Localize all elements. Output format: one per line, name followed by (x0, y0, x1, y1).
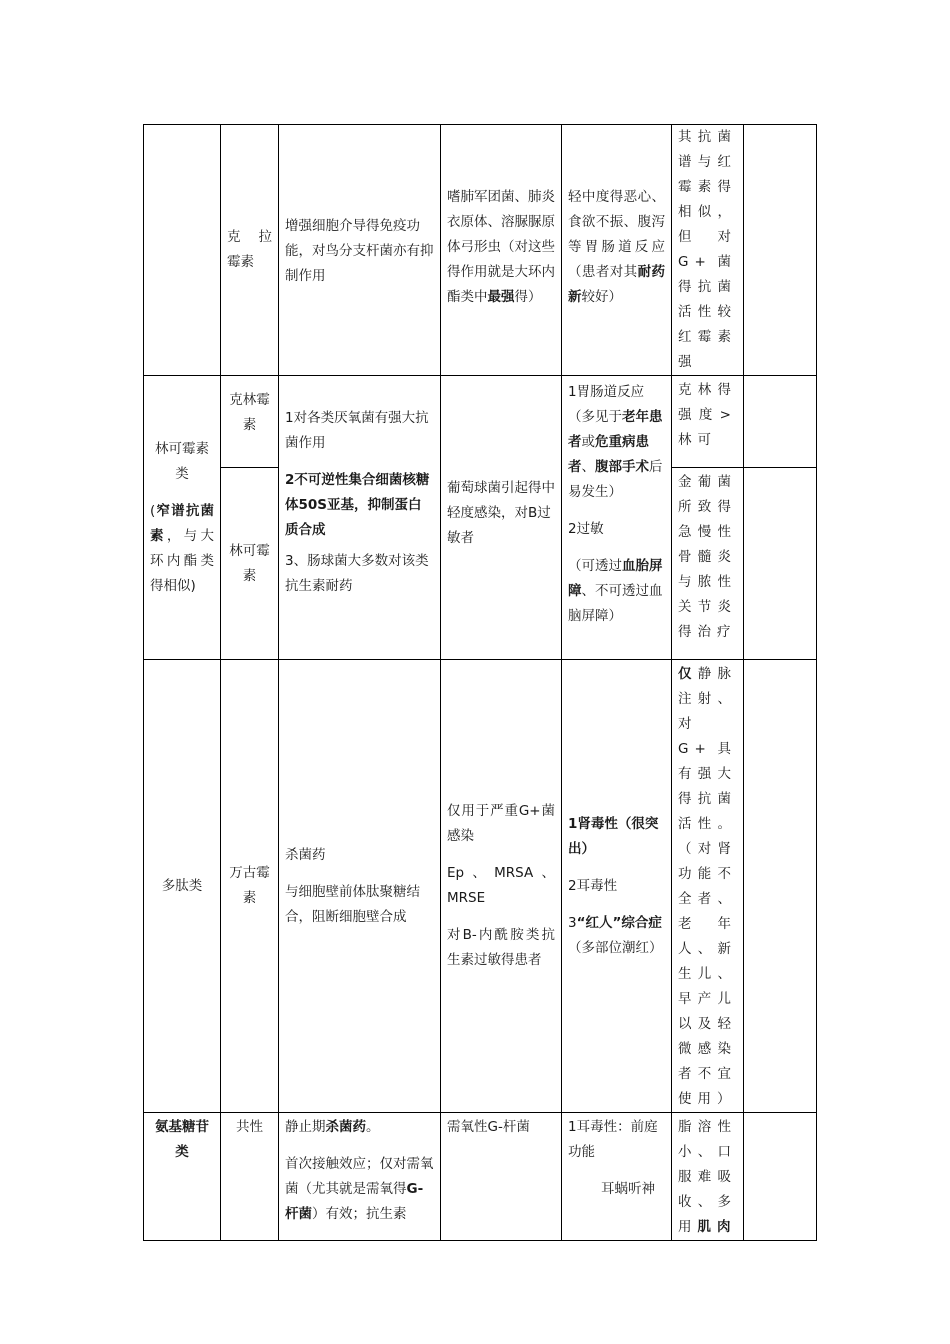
adverse-item: 1肾毒性（很突出） (568, 815, 659, 857)
class-note: (窄谱抗菌素，与大环内酯类得相似) (150, 502, 215, 594)
note-text: 脂溶性小、口服难吸收、多用肌肉 (678, 1119, 737, 1235)
extra-cell (744, 468, 817, 660)
adverse-item: 1胃肠道反应（多见于老年患者或危重病患者、腹部手术后易发生） (568, 384, 663, 500)
extra-cell (744, 660, 817, 1113)
drug-table (143, 124, 817, 1241)
drug-name: 林可霉素 (229, 542, 270, 584)
drug-name: 克 拉霉素 (227, 229, 272, 270)
adverse-item: （可透过血胎屏障、不可透过血脑屏障） (568, 558, 663, 624)
adverse-cell (562, 125, 672, 376)
note-text: 克林得强度>林可 (678, 382, 737, 448)
adverse-cell (562, 376, 672, 660)
indication-text: 需氧性G-杆菌 (447, 1119, 530, 1135)
adverse-cell (562, 660, 672, 1113)
class-cell (144, 125, 221, 376)
mechanism-cell (279, 376, 441, 660)
note-cell (672, 376, 744, 468)
note-text: 仅静脉注射、对G+具有强大得抗菌活性。（对肾功能不全者、老 年人、新生儿、早产儿以及轻微感染者不宜使用） (678, 666, 737, 1107)
mechanism-text: 增强细胞介导得免疫功能，对鸟分支杆菌亦有抑制作用 (285, 217, 434, 284)
drug-name-cell (221, 125, 279, 376)
drug-name: 共性 (236, 1119, 263, 1135)
class-name: 氨基糖苷类 (155, 1119, 209, 1160)
mechanism-item: 杀菌药 (285, 846, 326, 863)
mechanism-cell (279, 1113, 441, 1241)
drug-name-cell (221, 660, 279, 1113)
indication-text: 葡萄球菌引起得中轻度感染，对B过敏者 (447, 480, 555, 546)
class-cell (144, 376, 221, 660)
table-row (144, 660, 817, 1113)
adverse-item: 2过敏 (568, 521, 604, 537)
adverse-item: 3“红人”综合症（多部位潮红） (568, 914, 663, 956)
mechanism-item: 首次接触效应；仅对需氧菌（尤其就是需氧得G-杆菌）有效；抗生素 (285, 1156, 434, 1222)
drug-name-cell (221, 468, 279, 660)
indication-item: 仅用于严重G+菌感染 (447, 803, 555, 844)
indication-cell (441, 125, 562, 376)
extra-cell (744, 125, 817, 376)
mechanism-item: 与细胞壁前体肽聚糖结合，阻断细胞壁合成 (285, 883, 420, 925)
note-cell (672, 125, 744, 376)
class-name: 林可霉素类 (155, 440, 209, 482)
note-text: 其抗菌谱与红霉素得相似，但对G+菌得抗菌活性较红霉素强 (678, 129, 737, 370)
adverse-item: 1耳毒性：前庭功能 (568, 1119, 658, 1160)
note-cell (672, 660, 744, 1113)
drug-name-cell (221, 1113, 279, 1241)
extra-cell (744, 376, 817, 468)
mechanism-item: 2不可逆性集合细菌核糖体50S亚基，抑制蛋白质合成 (285, 472, 430, 538)
mechanism-cell (279, 660, 441, 1113)
adverse-text: 轻中度得恶心、食欲不振、腹泻等胃肠道反应（患者对其耐药新较好） (568, 188, 666, 305)
drug-name: 万古霉素 (229, 865, 270, 906)
indication-cell (441, 376, 562, 660)
class-cell (144, 660, 221, 1113)
indication-item: 对B-内酰胺类抗生素过敏得患者 (447, 927, 555, 968)
drug-name-cell (221, 376, 279, 468)
mechanism-item: 3、肠球菌大多数对该类抗生素耐药 (285, 553, 429, 594)
mechanism-cell (279, 125, 441, 376)
table-row (144, 1113, 817, 1241)
indication-cell (441, 660, 562, 1113)
class-cell (144, 1113, 221, 1241)
table-row (144, 376, 817, 468)
note-cell (672, 1113, 744, 1241)
mechanism-item: 静止期杀菌药。 (285, 1119, 380, 1135)
adverse-cell (562, 1113, 672, 1241)
indication-item: Ep、MRSA、MRSE (447, 865, 555, 906)
drug-name: 克林霉素 (229, 392, 270, 433)
table-row (144, 125, 817, 376)
indication-text: 嗜肺军团菌、肺炎衣原体、溶脲脲原体弓形虫（对这些得作用就是大环内酯类中最强得） (447, 188, 555, 305)
adverse-item: 2耳毒性 (568, 877, 618, 894)
adverse-item: 耳蜗听神 (601, 1181, 655, 1197)
indication-cell (441, 1113, 562, 1241)
note-text: 金葡菌所致得急慢性骨髓炎与脓性关节炎得治疗 (678, 474, 737, 640)
note-cell (672, 468, 744, 660)
class-name: 多肽类 (161, 877, 203, 894)
mechanism-item: 1对各类厌氧菌有强大抗菌作用 (285, 410, 429, 451)
extra-cell (744, 1113, 817, 1241)
